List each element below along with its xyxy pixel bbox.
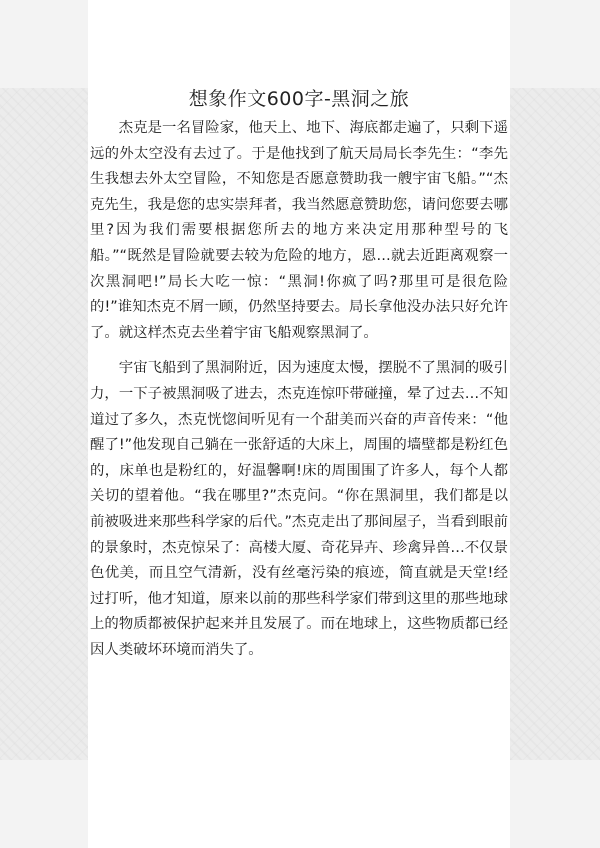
paragraph: 宇宙飞船到了黑洞附近，因为速度太慢，摆脱不了黑洞的吸引力，一下子被黑洞吸了进去，杰克连惊吓带碰撞，晕了过去…不知道过了多久，杰克恍惚间听见有一个甜美而兴奋的声音传来：“他醒了!”他发现自己躺在一张舒适的大床上，周围的墙壁都是粉红色的，床单也是粉红的，好温馨啊!床的周围围了许多人，每个人都关切的望着他。“我在哪里?”杰克问。“你在黑洞里，我们都是以前被吸进来那些科学家的后代。”杰克走出了那间屋子，当看到眼前的景象时，杰克惊呆了：高楼大厦、奇花异卉、珍禽异兽…不仅景色优美，而且空气清新，没有丝毫污染的痕迹，简直就是天堂!经过打听，他才知道，原来以前的那些科学家们带到这里的那些地球上的物质都被保护起来并且发展了。而在地球上，这些物质都已经因人类破坏环境而消失了。 bbox=[90, 360, 508, 658]
document-body bbox=[90, 116, 508, 663]
paragraph: 杰克是一名冒险家，他天上、地下、海底都走遍了，只剩下遥远的外太空没有去过了。于是他找到了航天局局长李先生：“李先生我想去外太空冒险，不知您是否愿意赞助我一艘宇宙飞船。”“杰克先生，我是您的忠实崇拜者，我当然愿意赞助您，请问您要去哪里?因为我们需要根据您所去的地方来决定用那种型号的飞船。”“既然是冒险就要去较为危险的地方，恩…就去近距离观察一次黑洞吧!”局长大吃一惊：“黑洞!你疯了吗?那里可是很危险的!”谁知杰克不屑一顾，仍然坚持要去。局长拿他没办法只好允许了。就这样杰克去坐着宇宙飞船观察黑洞了。 bbox=[90, 120, 508, 341]
paper-texture-left bbox=[0, 88, 88, 760]
paper-texture-right bbox=[510, 88, 600, 760]
document-title: 想象作文600字-黑洞之旅 bbox=[188, 88, 410, 110]
document-page bbox=[88, 0, 510, 848]
